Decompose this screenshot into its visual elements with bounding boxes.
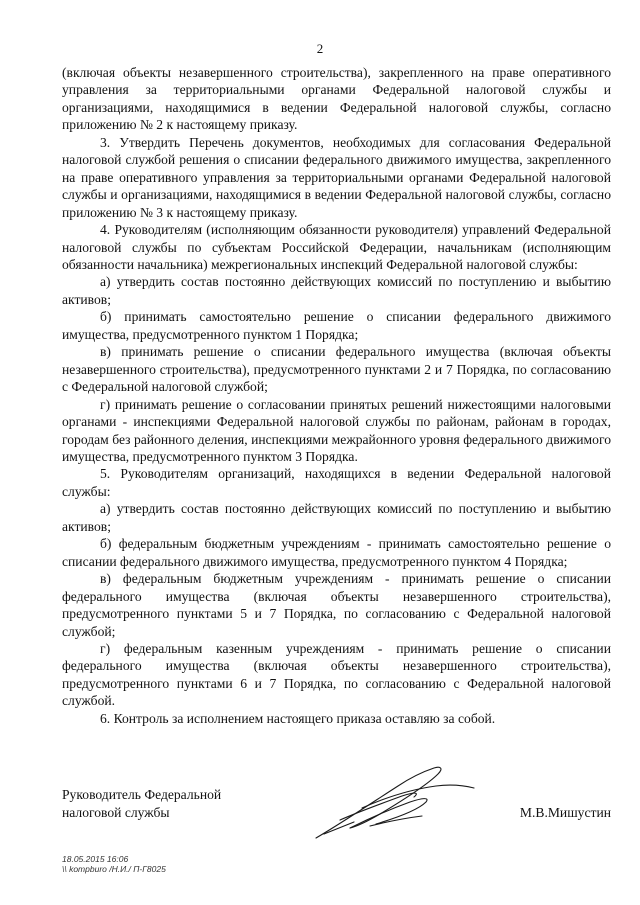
signer-title-line-1: Руководитель Федеральной — [62, 787, 222, 802]
signer-name: М.В.Мишустин — [519, 805, 611, 820]
paragraph-item-4v: в) принимать решение о списании федерального имущества (включая объекты незавершенного строительства), предусмотренного пунктами 2 и 7 Порядка, по согласованию с Федеральной налоговой службой; — [62, 344, 611, 395]
paragraph-continuation: (включая объекты незавершенного строительства), закрепленного на праве оперативного управления за территориальными органами Федеральной налоговой службы и организациями, находящимися в ведении Федеральной налоговой службы, согласно приложению № 2 к настоящему приказу. — [62, 65, 611, 133]
handwritten-signature — [310, 764, 480, 844]
signer-title — [62, 786, 312, 822]
paragraph-item-4: 4. Руководителям (исполняющим обязанности руководителя) управлений Федеральной налоговой службы по субъектам Российской Федерации, начальникам (исполняющим обязанности начальника) межрегиональных инспекций Федеральной налоговой службы: — [62, 222, 611, 272]
paragraph-item-5v: в) федеральным бюджетным учреждениям - принимать решение о списании федерального имущества (включая объекты незавершенного строительства), предусмотренного пунктами 5 и 7 Порядка, по согласованию с Федеральной налоговой службой; — [62, 571, 611, 639]
paragraph-item-4a: а) утвердить состав постоянно действующих комиссий по поступлению и выбытию активов; — [62, 274, 611, 307]
footer-timestamp: 18.05.2015 16:06 — [62, 854, 129, 864]
paragraph-item-4b: б) принимать самостоятельно решение о списании федерального движимого имущества, предусмотренного пунктом 1 Порядка; — [62, 309, 611, 342]
paragraph-item-5a: а) утвердить состав постоянно действующих комиссий по поступлению и выбытию активов; — [62, 501, 611, 534]
footer-author-code: \\ kompburo /Н.И./ П-Г8025 — [62, 864, 166, 874]
paragraph-item-5b: б) федеральным бюджетным учреждениям - принимать самостоятельно решение о списании федерального движимого имущества, предусмотренного пунктом 4 Порядка; — [62, 536, 611, 569]
paragraph-item-5g: г) федеральным казенным учреждениям - принимать решение о списании федерального имущества (включая объекты незавершенного строительства), предусмотренного пунктами 6 и 7 Порядка, по согласованию с Федеральной налоговой службой. — [62, 640, 611, 709]
order-body-text — [62, 64, 611, 727]
page-number: 2 — [316, 41, 324, 56]
paragraph-item-4g: г) принимать решение о согласовании принятых решений нижестоящими налоговыми органами - инспекциями Федеральной налоговой службы по районам, районам в городах, городам без районного деления, инспекциями межрайонного уровня федерального движимого имущества, предусмотренного пунктом 3 Порядка. — [62, 396, 611, 464]
signer-title-line-2: налоговой службы — [62, 805, 170, 820]
paragraph-item-5: 5. Руководителям организаций, находящихся в ведении Федеральной налоговой службы: — [62, 466, 611, 499]
paragraph-item-3: 3. Утвердить Перечень документов, необходимых для согласования Федеральной налоговой службой решения о списании федерального движимого имущества, закрепленного на праве оперативного управления за территориальными органами Федеральной налоговой службы и организациями, находящимися в ведении Федеральной налоговой службы, согласно приложению № 3 к настоящему приказу. — [62, 134, 611, 220]
document-footer — [62, 854, 166, 874]
paragraph-item-6: 6. Контроль за исполнением настоящего приказа оставляю за собой. — [100, 710, 496, 726]
